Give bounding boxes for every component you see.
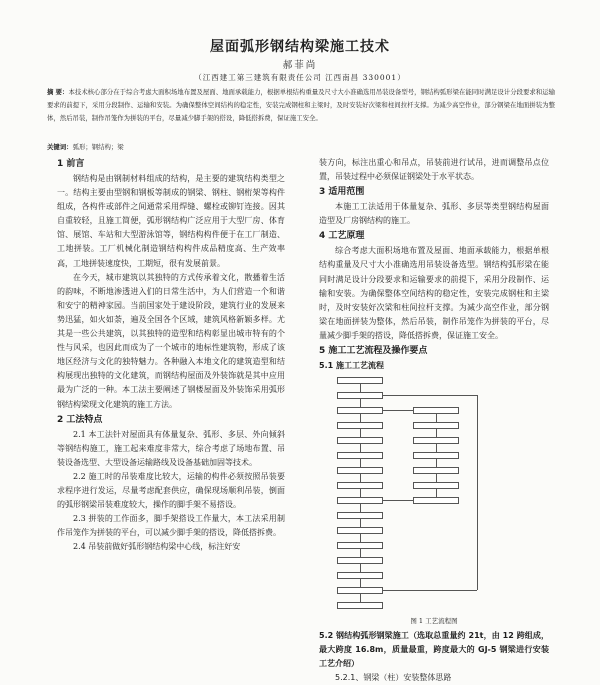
flowchart-box — [337, 407, 383, 414]
paragraph: 2.3 拼装的工作面多，脚手架搭设工作量大，本工法采用制作吊笼作为拼装的平台，可以减少脚手架的搭设，降低搭拆费。 — [57, 514, 285, 538]
figure-caption: 图 1 工艺流程图 — [410, 617, 458, 626]
abstract-text: 本技术核心部分在于综合考虑大面积场地布置及屋面、地面承载能力，根据单根结构重量及尺寸大小准确选用吊装设备型号，钢结构弧形梁在能同时满足设计分段要求和运输要求的前提下，采用分段制作、运输和安装。为确保整体空间结构的稳定性，安装完成钢柱和主梁时，及时安装好次梁和柱间拉杆支撑。为减少高空作业，部分钢梁在地面拼装为整体，然后吊装，制作吊笼作为拼装的平台，尽量减少脚手架的搭设，降低搭拆费，保证施工安全。 — [47, 88, 555, 122]
flowchart-box — [413, 497, 459, 504]
section-5-2-1-heading: 5.2.1、钢梁（柱）安装整体思路 — [335, 673, 452, 683]
flowchart-box — [413, 452, 459, 459]
keywords — [47, 141, 555, 154]
flowchart-box — [337, 422, 383, 429]
paragraph: 在今天，城市建筑以其独特的方式传承着文化，散播着生活的韵味，不断地渗透进入们的日常生活中，为人们营造一个和谐和安宁的精神家园。当前国家处于建设阶段，建筑行业的发展来势迅猛，如火如荼，遍及全国各个区域，建筑风格新颖多样。尤其是一些公共建筑，以其独特的造型和结构彰显出城市特有的个性与风采，也因此而成为了一个城市的地标性建筑物，形成了该地区经济与文化的独特魅力。各种融入本地文化的建筑造型和结构展现出独特的文化建筑，而钢结构屋面及外装饰就是其中应用最为广泛的一种。本工法主要阐述了钢楼屋面及外装饰采用弧形钢结构梁现文化建筑的施工方法。 — [57, 272, 285, 409]
flowchart-box — [413, 422, 459, 429]
flowchart-box — [337, 392, 383, 399]
flowchart-box — [337, 377, 383, 384]
flowchart-box — [337, 452, 383, 459]
paragraph: 2.1 本工法针对屋面具有体量复杂、弧形、多层、外向倾斜等钢结构施工，施工起来难度非常大，综合考虑了场地布置、吊装设备选型、大型设备运输路线及设备基础加固等技术。 — [57, 429, 285, 467]
paragraph: 装方向，标注出重心和吊点，吊装前进行试吊，进而调整吊点位置，吊装过程中必须保证钢梁处于水平状态。 — [319, 158, 549, 182]
right-column-text — [319, 156, 549, 373]
flowchart-box — [337, 512, 383, 519]
flowchart-box — [413, 437, 459, 444]
flowchart-box — [337, 587, 383, 594]
flowchart-box — [337, 602, 383, 609]
paragraph: 2.2 施工时的吊装难度比较大，运输的构件必须按照吊装要求程序进行发运，尽量考虑配套供应，确保现场顺利吊装，倒面的弧形钢梁吊装难度较大，操作的脚手架不易搭设。 — [57, 471, 285, 510]
subsection-heading: 5.1 施工工艺流程 — [319, 361, 384, 371]
right-column — [319, 156, 549, 685]
keywords-text: 弧形；钢结构；梁 — [72, 143, 124, 151]
paragraph: 钢结构是由钢制材料组成的结构，是主要的建筑结构类型之一。结构主要由型钢和钢板等制成的钢梁、钢柱、钢桁架等构件组成，各构件或部件之间通常采用焊缝、螺栓或铆钉连接。因其自重较轻，且施工简便，弧形钢结构广泛应用于大型厂房、体育馆、展馆、车站和大型游泳馆等，钢结构构件便于在工厂制造、工地拼装。工厂机械化制造钢结构构件成品精度高、生产效率高，工地拼装速度快，工期短，很有发展前景。 — [57, 174, 285, 268]
flowchart-box — [337, 572, 383, 579]
flowchart-box — [337, 467, 383, 474]
paragraph: 本施工工法适用于体量复杂、弧形、多层等类型钢结构屋面造型及厂房钢结构的施工。 — [319, 202, 549, 226]
flowchart-box — [413, 407, 459, 414]
section-heading: 2 工法特点 — [57, 414, 103, 425]
flowchart-box — [337, 482, 383, 489]
flowchart-box — [413, 482, 459, 489]
flowchart-box — [337, 542, 383, 549]
abstract — [47, 86, 555, 125]
flowchart-box — [337, 497, 383, 504]
flowchart-box — [337, 527, 383, 534]
section-heading: 1 前言 — [57, 159, 85, 169]
left-column — [57, 156, 285, 554]
section-5-2-heading: 5.2 钢结构弧形钢梁施工（选取总重量约 21t，由 12 跨组成，最大跨度 16.8m，质量最重，跨度最大的 GJ-5 钢梁进行安装工艺介绍） — [319, 631, 549, 669]
section-heading: 3 适用范围 — [319, 187, 365, 198]
flowchart-box — [337, 557, 383, 564]
paragraph: 综合考虑大面积场地布置及屋面、地面承载能力，根据单根结构重量及尺寸大小准确选用吊装设备选型。钢结构弧形梁在能同时满足设计分段要求和运输要求的前提下，采用分段制作、运输和安装。为确保整体空间结构的稳定性，安装完成钢柱和主梁时，及时安装好次梁和柱间拉杆支撑。为减少高空作业，部分钢梁在地面拼装为整体，然后吊装，制作吊笼作为拼装的平台，尽量减少脚手架的搭设，降低搭拆费，保证施工安全。 — [319, 246, 549, 340]
paragraph: 2.4 吊装前做好弧形钢结构梁中心线，标注好安 — [73, 542, 241, 552]
process-flowchart — [319, 375, 549, 615]
section-heading: 5 施工工艺流程及操作要点 — [319, 346, 428, 357]
keywords-label: 关键词： — [47, 143, 73, 151]
author: 郝菲尚 — [282, 60, 318, 71]
paper-title: 屋面弧形钢结构梁施工技术 — [210, 39, 390, 55]
abstract-label: 摘 要： — [47, 88, 69, 96]
flowchart-box — [337, 437, 383, 444]
affiliation: （江西建工第三建筑有限责任公司 江西南昌 330001） — [194, 73, 406, 82]
section-heading: 4 工艺原理 — [319, 231, 365, 242]
flowchart-box — [413, 467, 459, 474]
